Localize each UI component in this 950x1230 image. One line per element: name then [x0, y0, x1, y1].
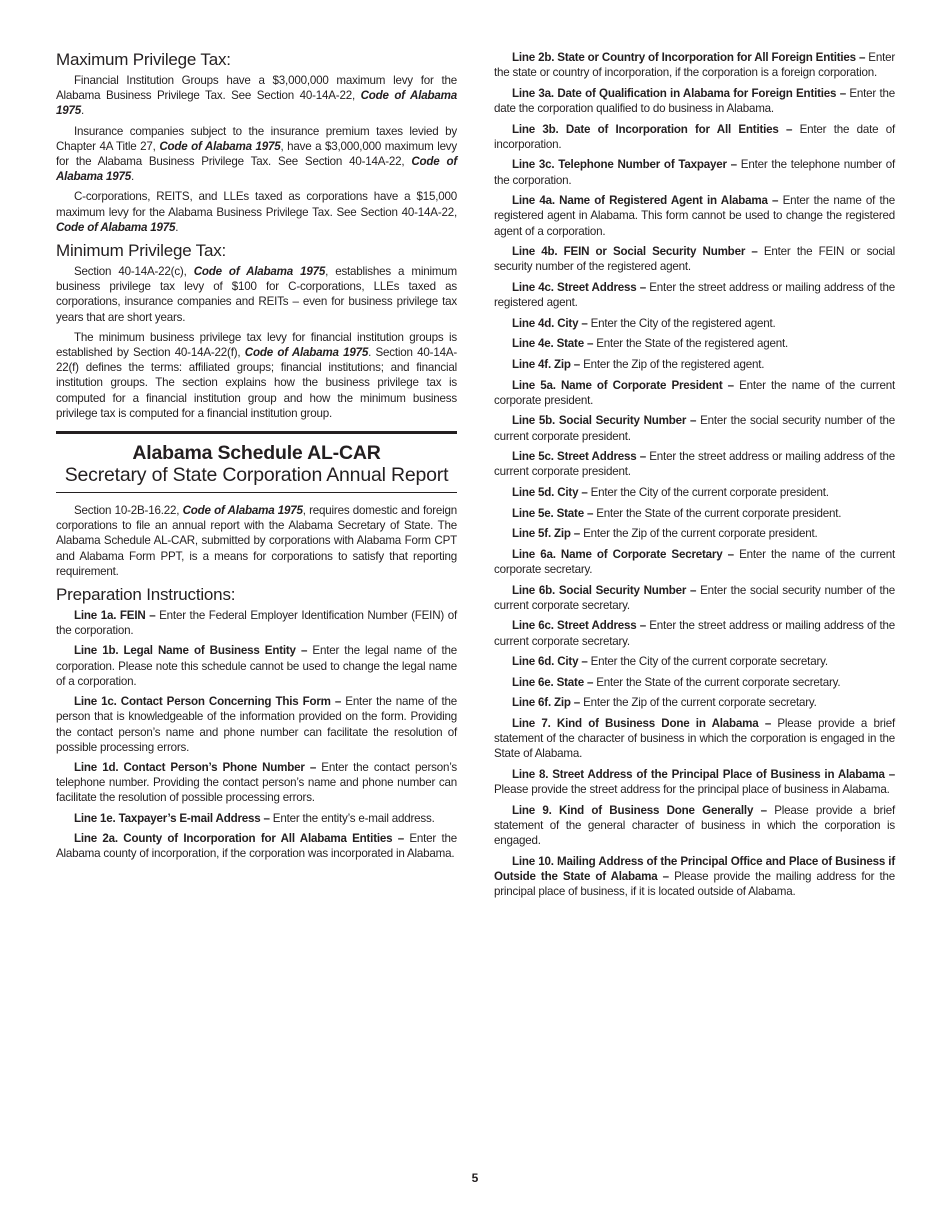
max-paragraph-2: Insurance companies subject to the insurance premium taxes levied by Chapter 4A Title 27, Code of Alabama 1975, have a $3,000,000 maximum levy for the Alabama Business Privilege Tax. See Section 40-14A-22, Code of Alabama 1975.	[56, 124, 458, 184]
instruction-line: Line 1a. FEIN – Enter the Federal Employer Identification Number (FEIN) of the corporation.	[56, 609, 457, 638]
instruction-line: Line 2b. State or Country of Incorporation for All Foreign Entities – Enter the state or country of incorporation, if the corporation is a foreign corporation.	[494, 51, 895, 80]
instruction-line: Line 10. Mailing Address of the Principal Office and Place of Business if Outside the State of Alabama – Please provide the mailing address for the principal place of business, if it is located outside of Alabama.	[494, 854, 895, 899]
min-paragraph-2: The minimum business privilege tax levy for financial institution groups is established by Section 40-14A-22(f), Code of Alabama 1975. Section 40-14A-22(f) defines the terms: affiliated groups; financial institutions; and financial institution groups. The section explains how the business privilege tax is computed for a financial institution group and how the minimum business privilege tax is computed for a financial institution group.	[56, 330, 458, 420]
min-paragraph-1: Section 40-14A-22(c), Code of Alabama 1975, establishes a minimum business privilege tax levy of $100 for C-corporations, LLEs taxed as corporations, insurance companies and REITs – even for business privilege tax years that are short years.	[56, 265, 457, 324]
schedule-top-rule	[56, 431, 457, 434]
instruction-line: Line 9. Kind of Business Done Generally – Please provide a brief statement of the general character of business in which the corporation is engaged.	[494, 803, 895, 848]
instruction-line: Line 6c. Street Address – Enter the street address or mailing address of the current corporate secretary.	[494, 619, 895, 648]
schedule-subtitle: Secretary of State Corporation Annual Report	[64, 464, 449, 487]
max-paragraph-3: C-corporations, REITS, and LLEs taxed as corporations have a $15,000 maximum levy for the Alabama Business Privilege Tax. See Section 40-14A-22, Code of Alabama 1975.	[56, 190, 457, 234]
instruction-line: Line 8. Street Address of the Principal Place of Business in Alabama – Please provide the street address for the principal place of business in Alabama.	[494, 767, 895, 797]
instruction-line: Line 6e. State – Enter the State of the current corporate secretary.	[512, 675, 841, 689]
instruction-line: Line 5f. Zip – Enter the Zip of the current corporate president.	[512, 527, 818, 541]
instruction-line: Line 4d. City – Enter the City of the registered agent.	[512, 316, 776, 330]
instruction-line: Line 6f. Zip – Enter the Zip of the current corporate secretary.	[512, 696, 817, 710]
instruction-line: Line 1c. Contact Person Concerning This Form – Enter the name of the person that is knowledgeable of the information provided on the form. Providing the contact person’s name and phone number can facilitate the resolution of possible processing errors.	[56, 695, 457, 754]
max-paragraph-1: Financial Institution Groups have a $3,000,000 maximum levy for the Alabama Business Privilege Tax. See Section 40-14A-22, Code of Alabama 1975.	[56, 74, 457, 118]
instruction-line: Line 1e. Taxpayer’s E-mail Address – Enter the entity’s e-mail address.	[74, 811, 435, 825]
instruction-line: Line 6a. Name of Corporate Secretary – Enter the name of the current corporate secretary.	[494, 547, 895, 576]
instruction-line: Line 1d. Contact Person’s Phone Number – Enter the contact person’s telephone number. Providing the contact person’s name and phone number can facilitate the resolution of possible processing errors.	[56, 760, 457, 805]
instruction-line: Line 4b. FEIN or Social Security Number – Enter the FEIN or social security number of the registered agent.	[494, 245, 896, 274]
instruction-line: Line 4c. Street Address – Enter the street address or mailing address of the registered agent.	[494, 280, 895, 310]
preparation-heading: Preparation Instructions:	[56, 585, 236, 605]
instruction-line: Line 3a. Date of Qualification in Alabama for Foreign Entities – Enter the date the corporation qualified to do business in Alabama.	[494, 86, 895, 115]
schedule-bottom-rule	[56, 492, 457, 493]
instruction-line: Line 5e. State – Enter the State of the current corporate president.	[512, 506, 842, 520]
left-instruction-list	[56, 608, 457, 861]
instruction-line: Line 5c. Street Address – Enter the street address or mailing address of the current corporate president.	[494, 450, 895, 479]
instruction-line: Line 5d. City – Enter the City of the current corporate president.	[512, 485, 829, 499]
instruction-line: Line 2a. County of Incorporation for All Alabama Entities – Enter the Alabama county of incorporation, if the corporation was incorporated in Alabama.	[56, 831, 457, 860]
instruction-line: Line 7. Kind of Business Done in Alabama – Please provide a brief statement of the character of business in which the corporation is engaged in the State of Alabama.	[494, 716, 895, 761]
min-privilege-heading: Minimum Privilege Tax:	[56, 241, 227, 261]
right-column	[494, 50, 895, 905]
instruction-line: Line 4e. State – Enter the State of the registered agent.	[512, 337, 789, 351]
instruction-line: Line 5a. Name of Corporate President – Enter the name of the current corporate president.	[494, 378, 895, 407]
schedule-intro-paragraph: Section 10-2B-16.22, Code of Alabama 1975, requires domestic and foreign corporations to file an annual report with the Alabama Secretary of State. The Alabama Schedule AL-CAR, submitted by corporations with Alabama Form CPT and Alabama Form PPT, is a means for corporations to satisfy that reporting requirement.	[56, 504, 458, 578]
left-column	[56, 50, 457, 866]
instruction-line: Line 4a. Name of Registered Agent in Alabama – Enter the name of the registered agent in Alabama. This form cannot be used to change the registered agent of a corporation.	[494, 194, 895, 238]
instruction-line: Line 4f. Zip – Enter the Zip of the registered agent.	[512, 357, 765, 371]
max-privilege-heading: Maximum Privilege Tax:	[56, 50, 231, 69]
page-number: 5	[471, 1171, 479, 1185]
instruction-line: Line 6b. Social Security Number – Enter the social security number of the current corporate secretary.	[494, 583, 896, 612]
instruction-line: Line 5b. Social Security Number – Enter the social security number of the current corporate president.	[494, 414, 896, 443]
schedule-title: Alabama Schedule AL-CAR	[132, 442, 381, 465]
instruction-line: Line 1b. Legal Name of Business Entity – Enter the legal name of the corporation. Please note this schedule cannot be used to change the legal name of a corporation.	[56, 644, 458, 688]
instruction-line: Line 3b. Date of Incorporation for All Entities – Enter the date of incorporation.	[494, 122, 895, 151]
instruction-line: Line 6d. City – Enter the City of the current corporate secretary.	[512, 655, 828, 669]
instruction-line: Line 3c. Telephone Number of Taxpayer – Enter the telephone number of the corporation.	[494, 158, 895, 187]
